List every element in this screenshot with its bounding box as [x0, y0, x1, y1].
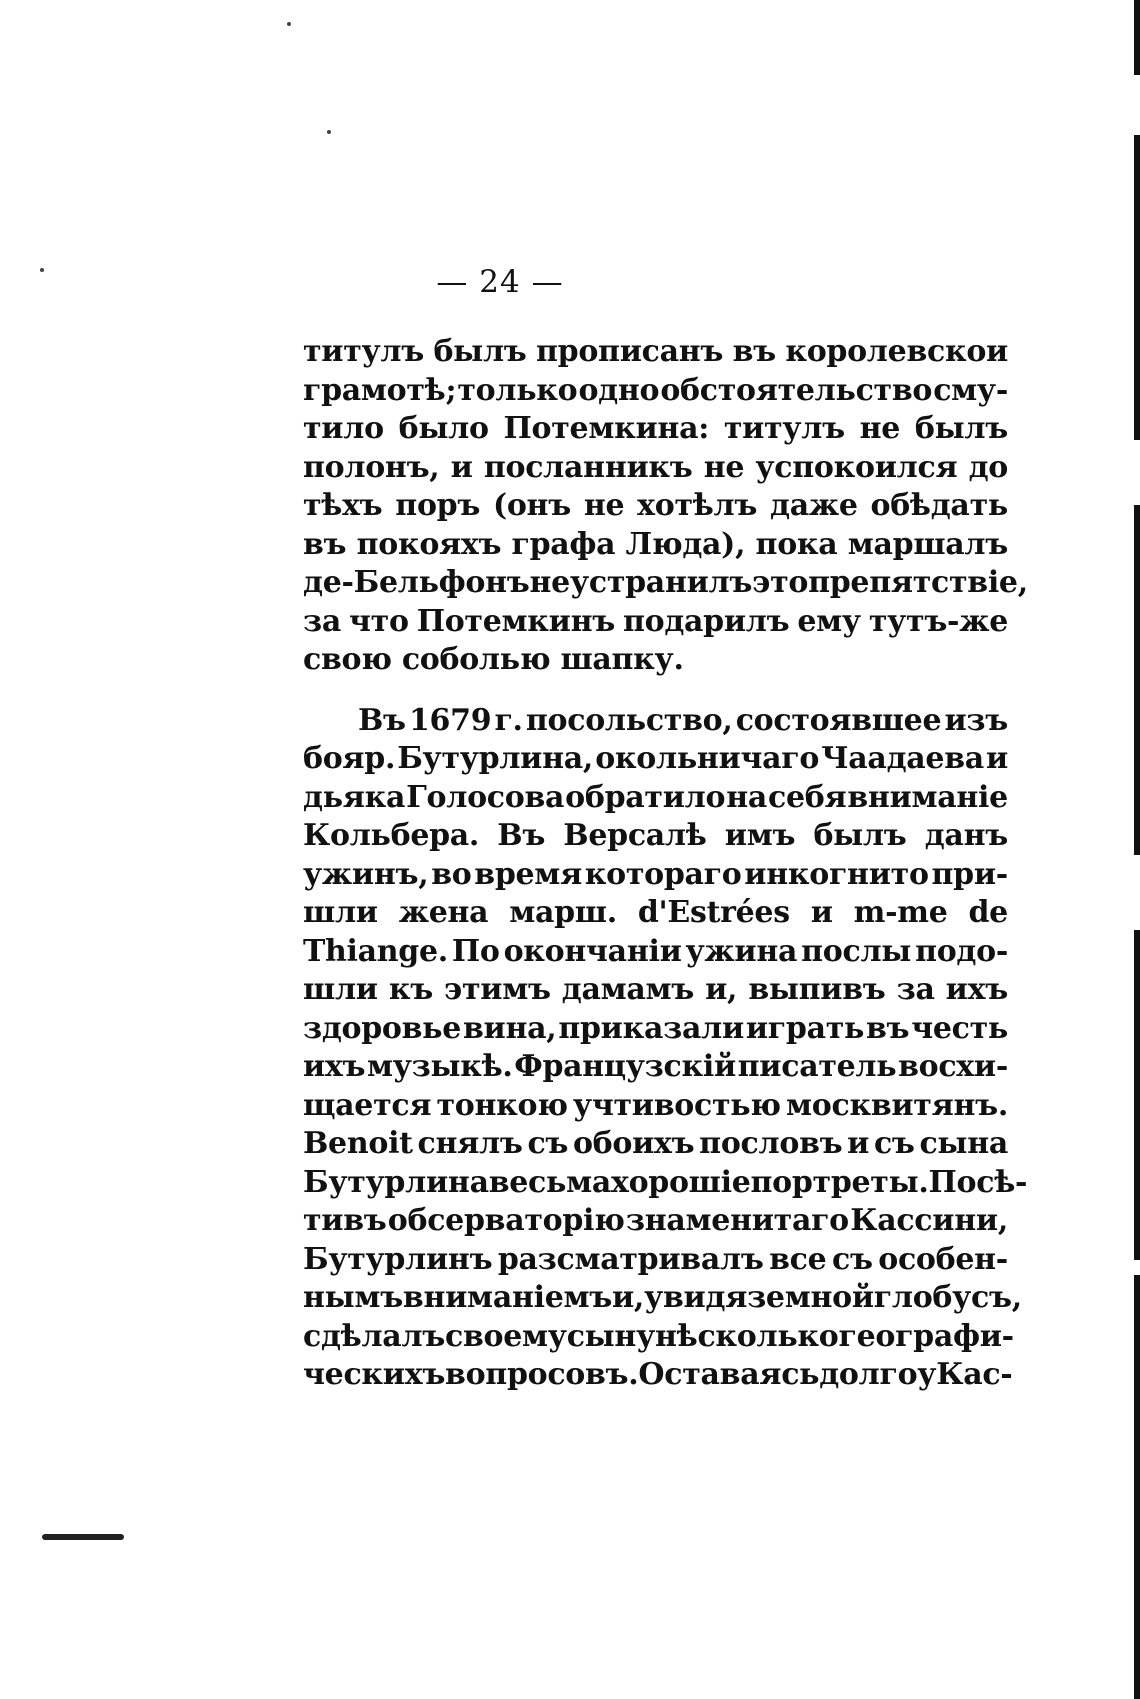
text-line	[303, 1048, 1008, 1087]
word: при-	[931, 856, 1008, 892]
word: Benoit	[303, 1126, 413, 1161]
word: шли	[303, 972, 378, 1007]
word: окольничаго	[595, 741, 820, 776]
word: Потемкина:	[503, 411, 709, 446]
word: препятствіе,	[808, 565, 1028, 600]
word: даже	[770, 488, 858, 523]
word: долго	[819, 1357, 918, 1392]
word: дьяка	[303, 779, 406, 815]
word: глобусъ,	[873, 1280, 1022, 1315]
word: къ	[388, 972, 433, 1007]
word: за	[896, 972, 935, 1007]
word: и	[810, 895, 833, 930]
scan-edge-bar	[1134, 135, 1140, 440]
text-line	[303, 740, 1008, 779]
word: данъ	[924, 818, 1008, 853]
word: здоровье	[303, 1010, 462, 1046]
word: земной	[747, 1280, 874, 1315]
word: Кас-	[936, 1357, 1013, 1392]
word: посланникъ	[483, 449, 693, 485]
word: состоявшее	[735, 702, 942, 738]
word: марш.	[509, 895, 617, 930]
word: тѣхъ	[303, 488, 383, 523]
word: успокоился	[755, 449, 958, 485]
word: Бутурлина	[303, 1164, 489, 1200]
page-number: — 24 —	[436, 264, 564, 300]
word: этимъ	[444, 972, 551, 1007]
word: своему	[445, 1318, 567, 1354]
word: восхи-	[898, 1049, 1008, 1084]
word: Оставаясь	[638, 1357, 820, 1392]
word: хорошіе	[610, 1164, 751, 1200]
word: маршалъ	[847, 526, 1008, 562]
word: увидя	[644, 1280, 748, 1315]
word: котораго	[584, 856, 742, 892]
text-line: свою соболью шапку.	[303, 642, 684, 677]
word: и	[450, 449, 473, 485]
word: поръ	[395, 488, 481, 523]
word: время	[474, 856, 582, 892]
text-line	[303, 702, 1008, 741]
scan-edge-bar	[1134, 930, 1140, 1260]
word: Версалѣ	[563, 818, 707, 853]
word: d'Estrées	[637, 895, 790, 930]
word: не	[703, 449, 745, 485]
word: Кольбера.	[303, 818, 480, 853]
word: писатель	[737, 1049, 897, 1084]
text-line	[303, 933, 1008, 972]
word: королевскои	[785, 334, 1008, 369]
word: обратило	[565, 779, 726, 815]
word: обстоятельство	[660, 372, 933, 408]
word: учтивостью	[572, 1087, 781, 1123]
word: играть	[745, 1010, 865, 1046]
word: музыкѣ.	[366, 1049, 513, 1084]
word: былъ	[433, 334, 527, 369]
scan-smudge	[42, 1534, 124, 1540]
word: и,	[705, 972, 738, 1007]
text-line	[303, 333, 1008, 372]
scan-edge-bar	[1134, 0, 1140, 75]
word: Потемкинъ	[416, 603, 615, 639]
word: географи-	[838, 1318, 1014, 1354]
text-line	[303, 894, 1008, 933]
word: графа	[511, 526, 616, 562]
word: съ	[873, 1126, 915, 1161]
word: вниманіемъ	[402, 1280, 612, 1315]
word: нѣсколько	[655, 1318, 839, 1354]
word: себя	[768, 779, 847, 815]
text-line	[303, 1125, 1008, 1164]
word: 1679	[408, 702, 492, 738]
word: Въ	[497, 818, 546, 853]
word: сму-	[933, 372, 1008, 408]
word: Кассини,	[850, 1203, 1008, 1238]
word: титулъ	[723, 411, 845, 446]
word: изъ	[944, 702, 1008, 738]
text-line	[303, 564, 1028, 603]
word: бояр.	[303, 741, 396, 776]
word: знаменитаго	[625, 1203, 849, 1238]
word: за	[303, 603, 341, 639]
word: de	[968, 895, 1008, 930]
word: г.	[494, 702, 523, 738]
word: нымъ	[303, 1280, 403, 1315]
word: вниманіе	[847, 779, 1008, 815]
word: у	[917, 1357, 937, 1392]
word: ужинъ,	[303, 856, 429, 892]
word: покояхъ	[356, 526, 502, 562]
word: ческихъ	[303, 1357, 446, 1392]
word: ихъ	[945, 972, 1008, 1007]
word: окончаніи	[503, 933, 682, 969]
word: щается	[303, 1087, 432, 1123]
word: особен-	[878, 1241, 1008, 1277]
word: не	[529, 565, 570, 600]
word: тивъ	[303, 1203, 387, 1238]
word: посольство,	[525, 702, 733, 738]
word: приказали	[558, 1010, 744, 1046]
word: тило	[303, 411, 384, 446]
word: подарилъ	[622, 603, 790, 639]
text-line	[303, 1279, 1022, 1318]
word: снялъ	[417, 1126, 523, 1161]
word: и	[986, 741, 1008, 776]
word: Голосова	[406, 779, 565, 815]
word: Въ	[358, 702, 406, 738]
word: Люда),	[625, 526, 746, 562]
word: ихъ	[303, 1049, 366, 1084]
text-line	[303, 1241, 1008, 1280]
word: жена	[398, 895, 489, 930]
word: ему	[797, 603, 861, 639]
word: сыну	[566, 1318, 655, 1354]
scan-edge-bar	[1134, 505, 1140, 855]
word: тутъ-же	[868, 603, 1008, 639]
word: инкогнито	[744, 856, 929, 892]
text-line	[303, 487, 1008, 526]
word: былъ	[813, 818, 907, 853]
text-line	[303, 1164, 1028, 1203]
word: не	[583, 488, 625, 523]
text-line	[303, 971, 1008, 1010]
word: вопросовъ.	[445, 1357, 639, 1392]
word: выпивъ	[748, 972, 886, 1007]
word: подо-	[915, 933, 1008, 969]
word: въ	[732, 334, 776, 369]
word: весьма	[488, 1164, 611, 1200]
word: было	[398, 411, 489, 446]
text-line	[303, 603, 1008, 642]
body-text	[303, 333, 1028, 1395]
word: во	[431, 856, 472, 892]
paragraph-gap	[303, 680, 1008, 702]
word: титулъ	[303, 334, 424, 369]
word: грамотѣ;	[303, 372, 457, 408]
word: честь	[911, 1010, 1008, 1046]
word: послы	[801, 933, 912, 969]
word: Французскій	[514, 1049, 736, 1084]
word: только	[457, 372, 578, 408]
text-line	[303, 779, 1008, 818]
scan-edge-bar	[1134, 1275, 1140, 1699]
word: обѣдать	[870, 488, 1008, 523]
text-line	[303, 1356, 1013, 1395]
word: на	[726, 779, 768, 815]
word: прописанъ	[536, 334, 724, 369]
word: что	[349, 603, 409, 639]
word: (онъ	[492, 488, 571, 523]
word: Чаадаева	[821, 741, 984, 776]
text-line	[303, 1318, 1014, 1357]
word: шли	[303, 895, 378, 930]
word: обоихъ	[572, 1126, 695, 1161]
word: съ	[527, 1126, 569, 1161]
word: не	[859, 411, 901, 446]
text-line	[303, 449, 1008, 488]
word: до	[968, 449, 1008, 485]
word: вина,	[462, 1010, 557, 1046]
text-line	[303, 410, 1008, 449]
word: ужина	[685, 933, 798, 969]
word: хотѣлъ	[637, 488, 758, 523]
word: де-Бельфонъ	[303, 565, 530, 600]
word: имъ	[724, 818, 796, 853]
word: и,	[611, 1280, 645, 1315]
scan-speck	[287, 22, 291, 26]
word: пока	[755, 526, 838, 562]
text-line	[303, 372, 1008, 411]
text-line	[303, 1010, 1008, 1049]
word: пословъ	[699, 1126, 843, 1161]
word: полонъ,	[303, 449, 440, 485]
word: москвитянъ.	[786, 1087, 1008, 1123]
word: тонкою	[436, 1087, 568, 1123]
word: дамамъ	[561, 972, 695, 1007]
word: въ	[303, 526, 347, 562]
word: это	[752, 565, 809, 600]
word: былъ	[914, 411, 1008, 446]
word: По	[451, 933, 500, 969]
text-line	[303, 817, 1008, 856]
word: Бутурлина,	[397, 741, 594, 776]
word: въ	[866, 1010, 910, 1046]
word: портреты.	[750, 1164, 929, 1200]
text-line	[303, 856, 1008, 895]
word: m-me	[853, 895, 948, 930]
word: Бутурлинъ	[303, 1241, 493, 1277]
scan-speck	[40, 268, 44, 272]
word: Посѣ-	[928, 1164, 1028, 1200]
word: разсматривалъ	[497, 1241, 764, 1277]
word: одно	[578, 372, 660, 408]
word: Thiange.	[303, 933, 448, 969]
word: сдѣлалъ	[303, 1318, 446, 1354]
text-line	[303, 1202, 1008, 1241]
word: съ	[832, 1241, 873, 1277]
text-line	[303, 1087, 1008, 1126]
scan-speck	[327, 130, 331, 134]
word: и	[847, 1126, 870, 1161]
word: обсерваторію	[387, 1203, 625, 1238]
word: сына	[919, 1126, 1008, 1161]
word: все	[769, 1241, 827, 1277]
word: устранилъ	[569, 565, 753, 600]
text-line	[303, 526, 1008, 565]
